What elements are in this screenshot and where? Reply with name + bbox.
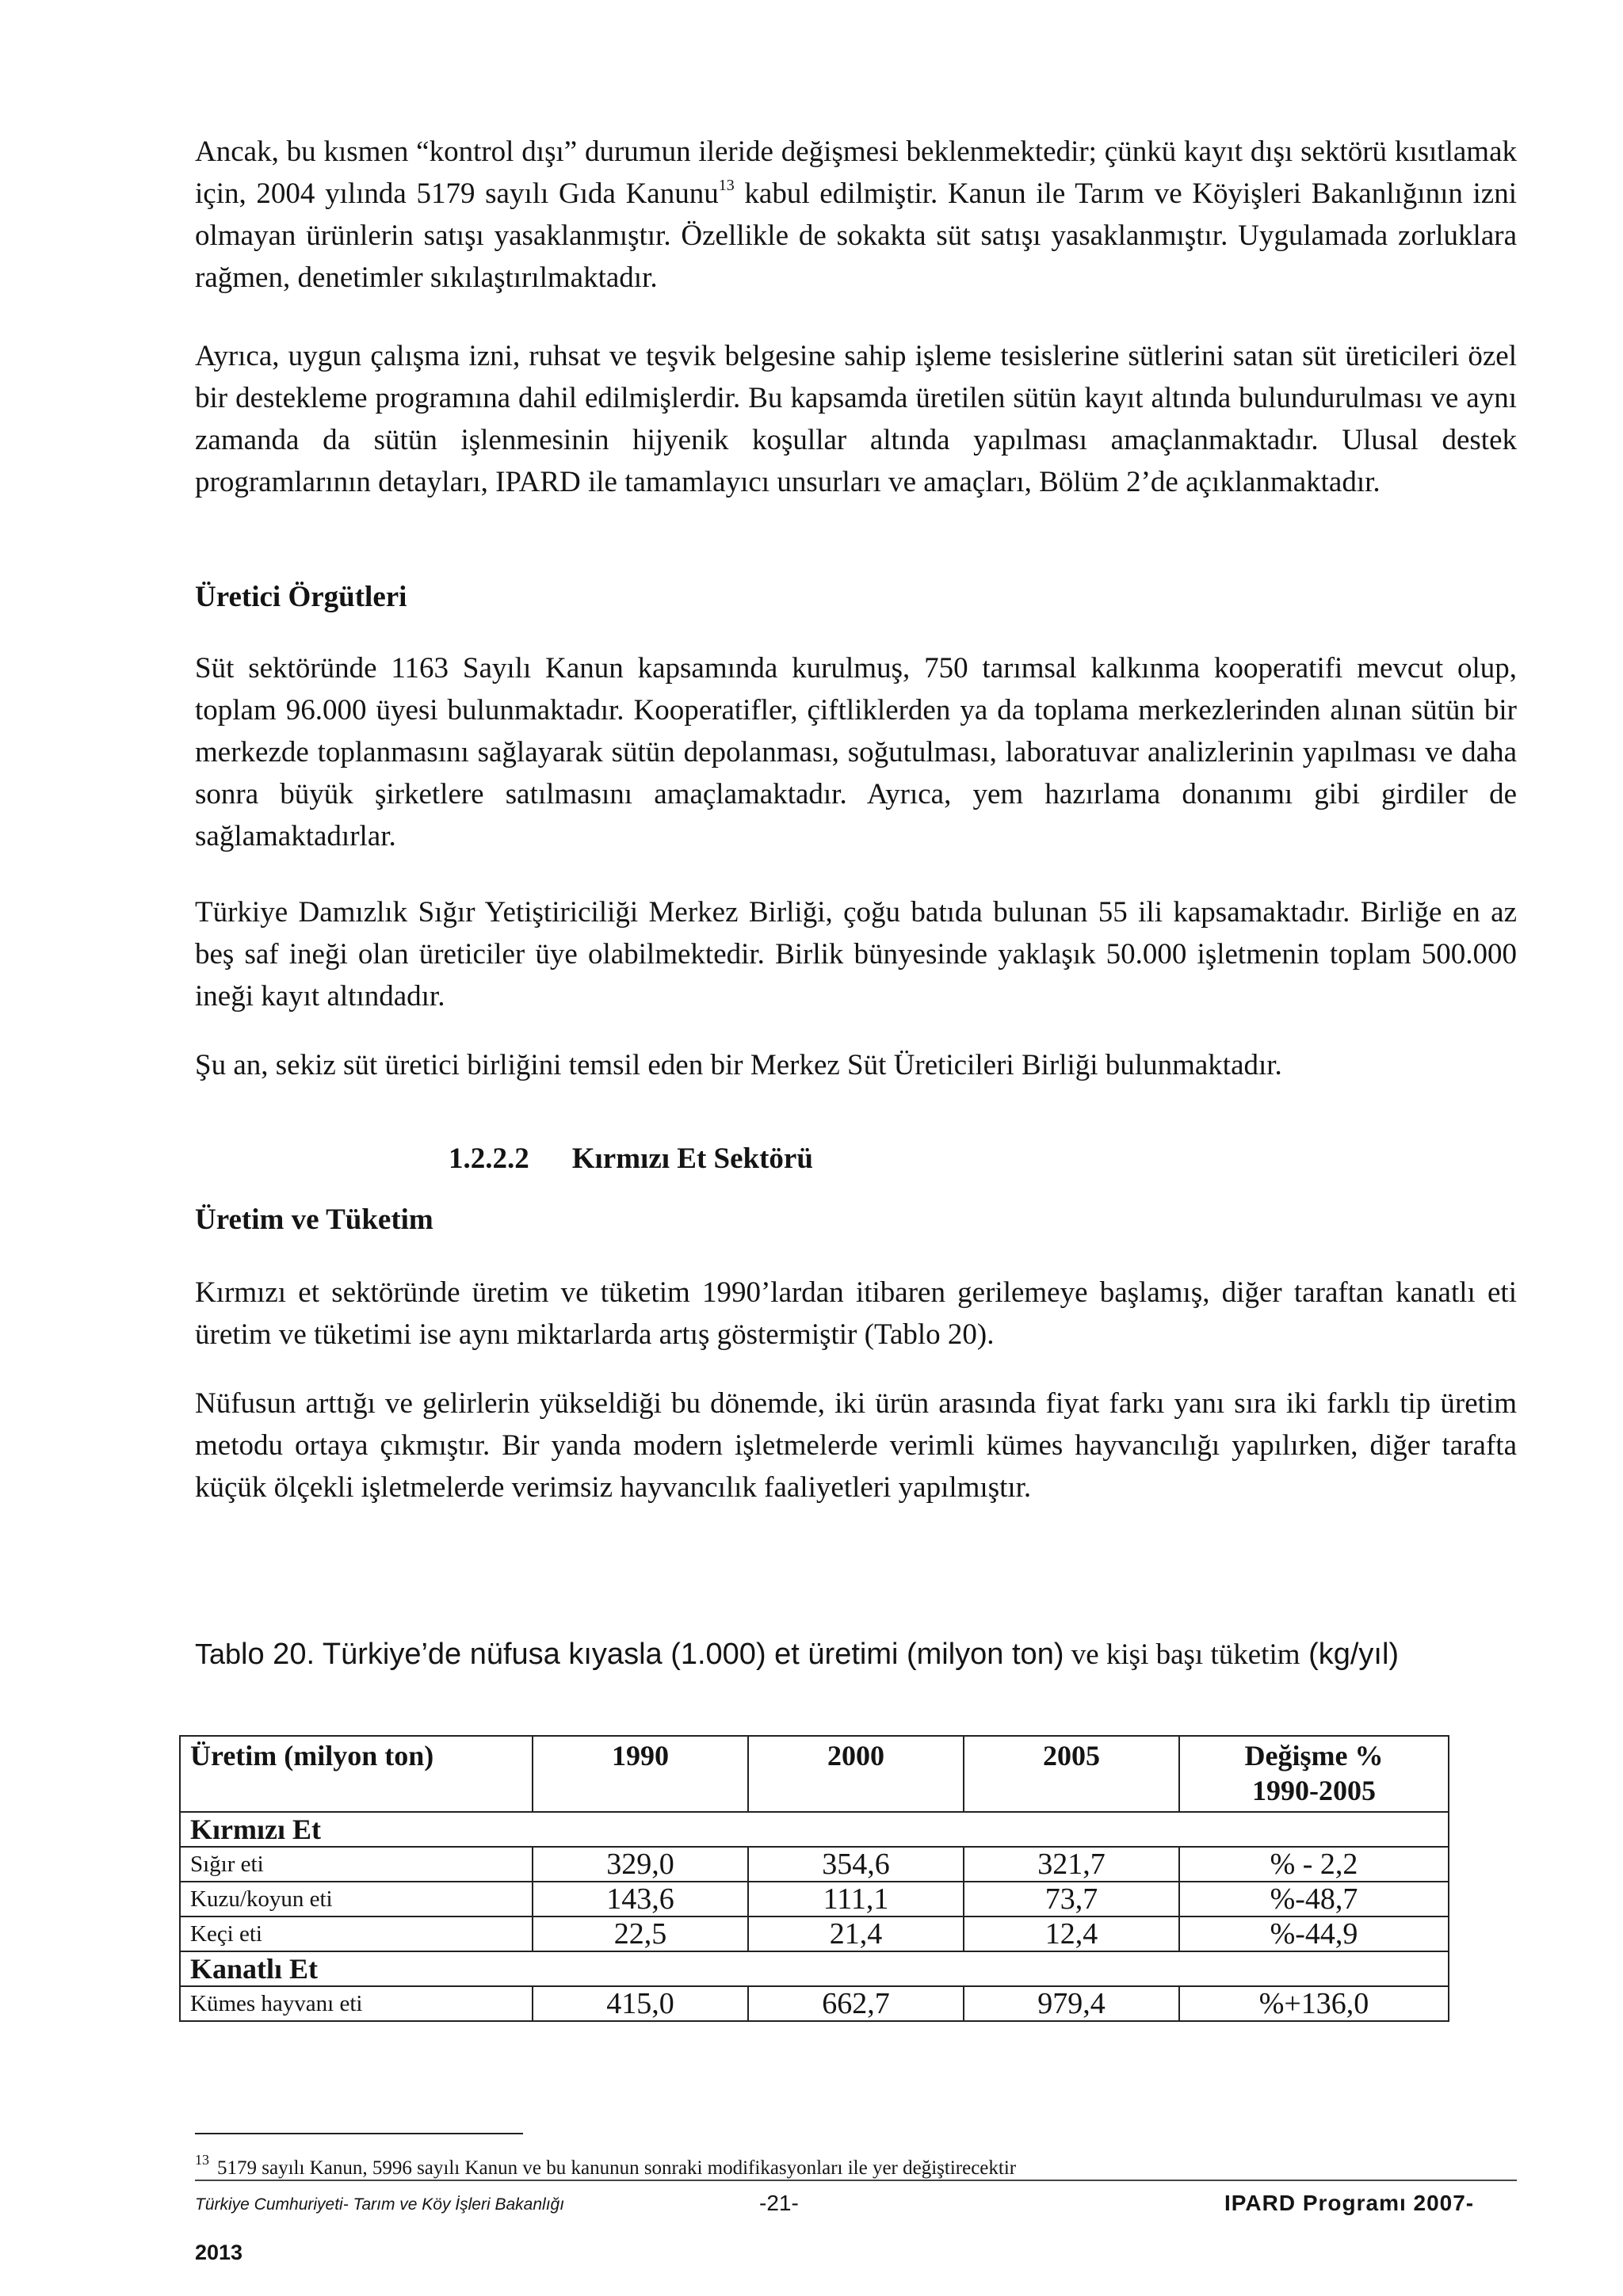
page-number: -21- — [759, 2191, 799, 2215]
table-cell: 73,7 — [964, 1882, 1179, 1917]
footer-divider — [195, 2180, 1517, 2181]
paragraph-text: Ancak, bu kısmen “kontrol dışı” durumun ileride değişmesi beklenmektedir; çünkü kayıt dışı sektörü kısıtlamak için, 2004 yılında 5179 sayılı Gıda Kanunu — [195, 135, 1517, 210]
row-label: Kuzu/koyun eti — [180, 1882, 533, 1917]
footer-year: 2013 — [195, 2241, 243, 2264]
caption-text: ve kişi başı tüketim — [1064, 1638, 1300, 1671]
table-cell: 329,0 — [533, 1847, 748, 1882]
column-header: 2005 — [964, 1736, 1179, 1812]
table-group-row — [180, 1951, 1449, 1986]
footnote-reference[interactable]: 13 — [718, 177, 735, 194]
table-cell: %-48,7 — [1179, 1882, 1449, 1917]
table-group-row — [180, 1812, 1449, 1847]
table-cell: %-44,9 — [1179, 1917, 1449, 1951]
table-cell: 143,6 — [533, 1882, 748, 1917]
table-row — [180, 1917, 1449, 1951]
column-header — [1179, 1736, 1449, 1812]
caption-text: lo 20. Türkiye’de nüfusa kıyasla (1.000) et üretimi (milyon ton) — [241, 1638, 1064, 1671]
table-cell: 21,4 — [748, 1917, 964, 1951]
column-header-line: Değişme % — [1244, 1740, 1384, 1772]
group-label: Kırmızı Et — [180, 1812, 533, 1847]
section-heading — [449, 1138, 813, 1180]
table-caption — [195, 1632, 1517, 1682]
table-cell: 111,1 — [748, 1882, 964, 1917]
paragraph-merkez-birlik: Şu an, sekiz süt üretici birliğini temsil eden bir Merkez Süt Üreticileri Birliği bulunmaktadır. — [195, 1049, 1282, 1081]
paragraph-kayit-disi — [195, 131, 1517, 299]
paragraph-nufus: Nüfusun arttığı ve gelirlerin yükseldiği bu dönemde, iki ürün arasında fiyat farkı yanı sıra iki farklı tip üretim metodu ortaya çıkmıştır. Bir yanda modern işletmelerde verimli kümes hayvancılığı yapılırken, diğer tarafta küçük ölçekli işletmelerde verimsiz hayvancılık faaliyetleri yapılmıştır. — [195, 1387, 1517, 1504]
heading-uretici-orgutleri: Üretici Örgütleri — [195, 581, 407, 613]
section-number: 1.2.2.2 — [449, 1142, 529, 1175]
group-label: Kanatlı Et — [180, 1951, 533, 1986]
table-cell: 22,5 — [533, 1917, 748, 1951]
table-cell: 321,7 — [964, 1847, 1179, 1882]
meat-production-table — [179, 1735, 1449, 2022]
footnote — [195, 2144, 1016, 2184]
caption-text: (kg/yıl) — [1300, 1638, 1400, 1671]
paragraph-damizlik-birligi: Türkiye Damızlık Sığır Yetiştiriciliği Merkez Birliği, çoğu batıda bulunan 55 ili kapsamaktadır. Birliğe en az beş saf ineği olan üreticiler üye olabilmektedir. Birlik bünyesinde yaklaşık 50.000 işletmenin toplam 500.000 ineği kayıt altındadır. — [195, 896, 1517, 1013]
column-header-line: 1990-2005 — [1252, 1775, 1376, 1806]
table-cell: 354,6 — [748, 1847, 964, 1882]
table-cell: %+136,0 — [1179, 1986, 1449, 2021]
footer-ministry: Türkiye Cumhuriyeti- Tarım ve Köy İşleri Bakanlığı — [195, 2195, 565, 2214]
table-cell: 12,4 — [964, 1917, 1179, 1951]
footnote-mark: 13 — [195, 2152, 209, 2168]
group-spacer — [533, 1812, 1449, 1847]
caption-text: Tab — [195, 1638, 242, 1670]
column-header: Üretim (milyon ton) — [180, 1736, 533, 1812]
column-header: 1990 — [533, 1736, 748, 1812]
paragraph-kirmizi-et: Kırmızı et sektöründe üretim ve tüketim 1990’lardan itibaren gerilemeye başlamış, diğer taraftan kanatlı eti üretim ve tüketimi ise aynı miktarlarda artış göstermiştir (Tablo 20). — [195, 1276, 1517, 1351]
column-header: 2000 — [748, 1736, 964, 1812]
footnote-text: 5179 sayılı Kanun, 5996 sayılı Kanun ve bu kanunun sonraki modifikasyonları ile yer değiştirecektir — [217, 2157, 1017, 2179]
paragraph-kooperatifler: Süt sektöründe 1163 Sayılı Kanun kapsamında kurulmuş, 750 tarımsal kalkınma kooperatifi mevcut olup, toplam 96.000 üyesi bulunmaktadır. Kooperatifler, çiftliklerden ya da toplama merkezlerinden alınan sütün bir merkezde toplanmasını sağlayarak sütün depolanması, soğutulması, laboratuvar analizlerinin yapılması ve daha sonra büyük şirketlere satılmasını amaçlamaktadır. Ayrıca, yem hazırlama donanımı gibi girdiler de sağlamaktadırlar. — [195, 652, 1517, 852]
row-label: Kümes hayvanı eti — [180, 1986, 533, 2021]
paragraph-text: kabul edilmiştir. Kanun ile Tarım ve Köyişleri Bakanlığının izni olmayan ürünlerin satışı yasaklanmıştır. Özellikle de sokakta süt satışı yasaklanmıştır. Uygulamada zorluklara rağmen, denetimler sıkılaştırılmaktadır. — [195, 177, 1517, 294]
group-spacer — [533, 1951, 1449, 1986]
table-cell: 415,0 — [533, 1986, 748, 2021]
table-header-row — [180, 1736, 1449, 1812]
table-row — [180, 1882, 1449, 1917]
paragraph-destekleme: Ayrıca, uygun çalışma izni, ruhsat ve teşvik belgesine sahip işleme tesislerine sütlerini satan süt üreticileri özel bir destekleme programına dahil edilmişlerdir. Bu kapsamda üretilen sütün kayıt altında bulundurulması ve aynı zamanda da sütün işlenmesinin hijyenik koşullar altında yapılması amaçlanmaktadır. Ulusal destek programlarının detayları, IPARD ile tamamlayıcı unsurları ve amaçları, Bölüm 2’de açıklanmaktadır. — [195, 340, 1517, 498]
heading-uretim-tuketim: Üretim ve Tüketim — [195, 1203, 433, 1236]
row-label: Keçi eti — [180, 1917, 533, 1951]
table-row — [180, 1847, 1449, 1882]
footer-program: IPARD Programı 2007- — [1224, 2191, 1475, 2215]
footnote-divider — [195, 2133, 523, 2134]
table-cell: 979,4 — [964, 1986, 1179, 2021]
table-cell: 662,7 — [748, 1986, 964, 2021]
section-title: Kırmızı Et Sektörü — [571, 1142, 813, 1175]
row-label: Sığır eti — [180, 1847, 533, 1882]
table-cell: % - 2,2 — [1179, 1847, 1449, 1882]
table-row — [180, 1986, 1449, 2021]
